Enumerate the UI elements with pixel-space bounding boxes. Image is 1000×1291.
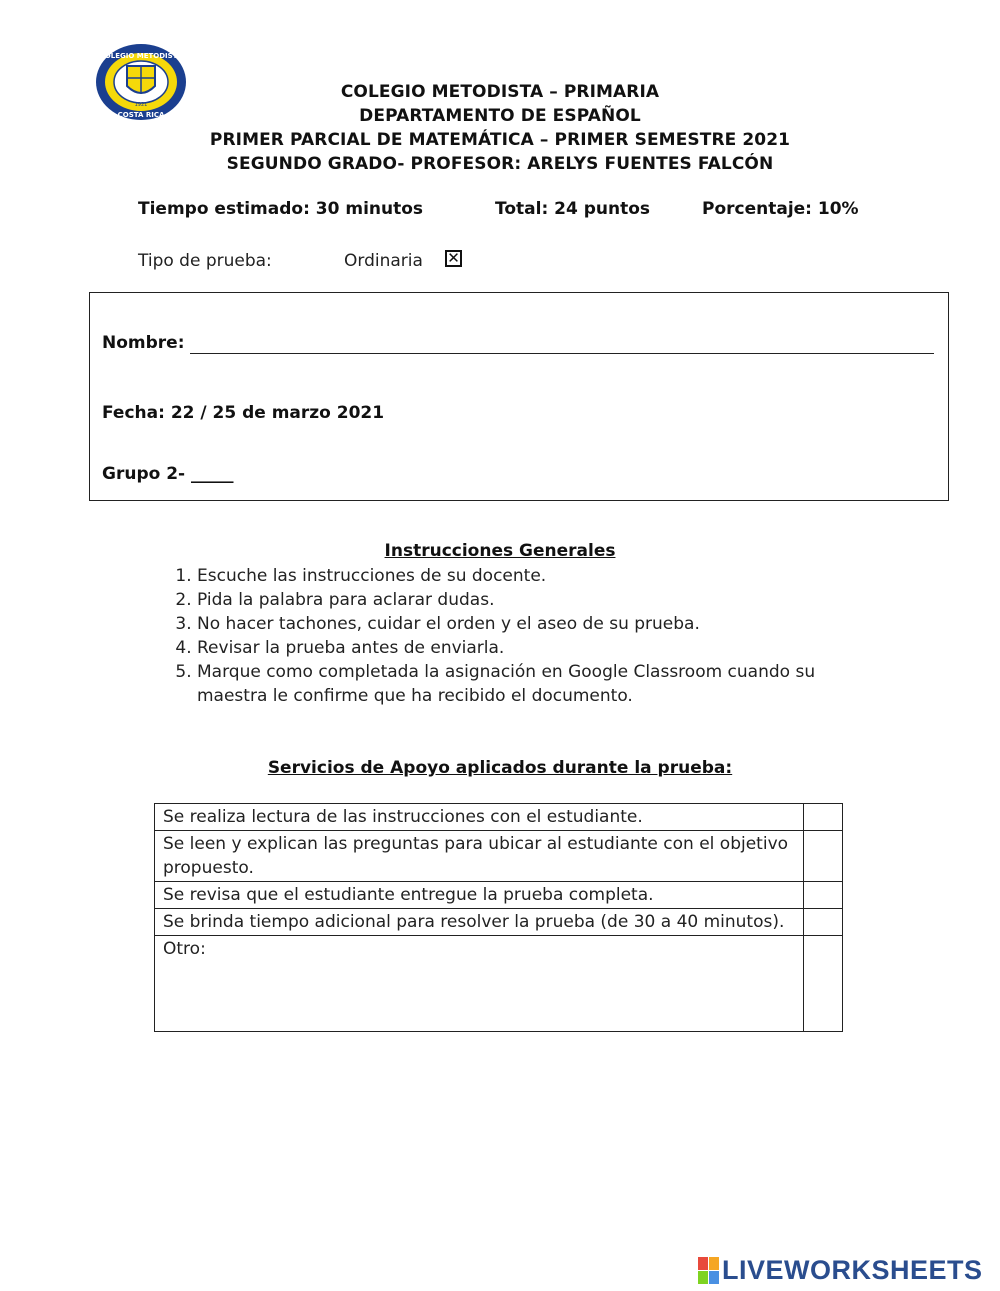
liveworksheets-watermark: [698, 1255, 993, 1285]
support-services-table: [154, 803, 843, 1032]
table-check-cell[interactable]: [804, 804, 843, 831]
table-cell: Otro:: [155, 936, 804, 1032]
table-row: [155, 936, 843, 1032]
header-grade-teacher: SEGUNDO GRADO- PROFESOR: ARELYS FUENTES FALCÓN: [226, 154, 774, 174]
table-cell: Se realiza lectura de las instrucciones con el estudiante.: [155, 804, 804, 831]
header-school: COLEGIO METODISTA – PRIMARIA: [340, 82, 660, 102]
table-check-cell[interactable]: [804, 882, 843, 909]
table-row: [155, 909, 843, 936]
instructions-list: [160, 564, 837, 708]
list-item: 5. Marque como completada la asignación en Google Classroom cuando su maestra le confirme que ha recibido el documento.: [197, 660, 837, 708]
table-row: [155, 882, 843, 909]
table-row: [155, 804, 843, 831]
name-label: Nombre:: [102, 333, 185, 353]
list-item: 3. No hacer tachones, cuidar el orden y el aseo de su prueba.: [197, 612, 837, 636]
table-check-cell[interactable]: [804, 909, 843, 936]
group-field[interactable]: Grupo 2- _____: [102, 464, 234, 484]
estimated-time: Tiempo estimado: 30 minutos: [138, 199, 424, 219]
liveworksheets-text: LIVEWORKSHEETS: [722, 1254, 983, 1285]
support-services-title: Servicios de Apoyo aplicados durante la prueba:: [267, 758, 733, 778]
svg-text:1921: 1921: [134, 102, 148, 108]
list-item: 2. Pida la palabra para aclarar dudas.: [197, 588, 837, 612]
list-item: 1. Escuche las instrucciones de su docente.: [197, 564, 837, 588]
document-header: [0, 80, 1000, 176]
header-department: DEPARTAMENTO DE ESPAÑOL: [359, 106, 641, 126]
instructions-title: Instrucciones Generales: [384, 541, 616, 561]
header-exam-title: PRIMER PARCIAL DE MATEMÁTICA – PRIMER SEMESTRE 2021: [209, 130, 791, 150]
table-cell: Se revisa que el estudiante entregue la prueba completa.: [155, 882, 804, 909]
name-input-line[interactable]: [190, 353, 934, 354]
table-row: [155, 831, 843, 882]
test-type-option: Ordinaria: [344, 251, 423, 271]
test-type-label: Tipo de prueba:: [138, 251, 272, 271]
total-points: Total: 24 puntos: [495, 199, 651, 219]
student-info-box: [89, 292, 949, 501]
ordinaria-checkbox[interactable]: ✕: [445, 250, 462, 267]
liveworksheets-icon: [698, 1257, 719, 1284]
date-field: Fecha: 22 / 25 de marzo 2021: [102, 403, 385, 423]
list-item: 4. Revisar la prueba antes de enviarla.: [197, 636, 837, 660]
table-check-cell[interactable]: [804, 936, 843, 1032]
table-cell: Se brinda tiempo adicional para resolver la prueba (de 30 a 40 minutos).: [155, 909, 804, 936]
percentage: Porcentaje: 10%: [702, 199, 859, 219]
table-cell: Se leen y explican las preguntas para ubicar al estudiante con el objetivo propuesto.: [155, 831, 804, 882]
table-check-cell[interactable]: [804, 831, 843, 882]
svg-text:COLEGIO METODISTA: COLEGIO METODISTA: [99, 52, 183, 60]
svg-text:COSTA RICA: COSTA RICA: [117, 111, 165, 119]
